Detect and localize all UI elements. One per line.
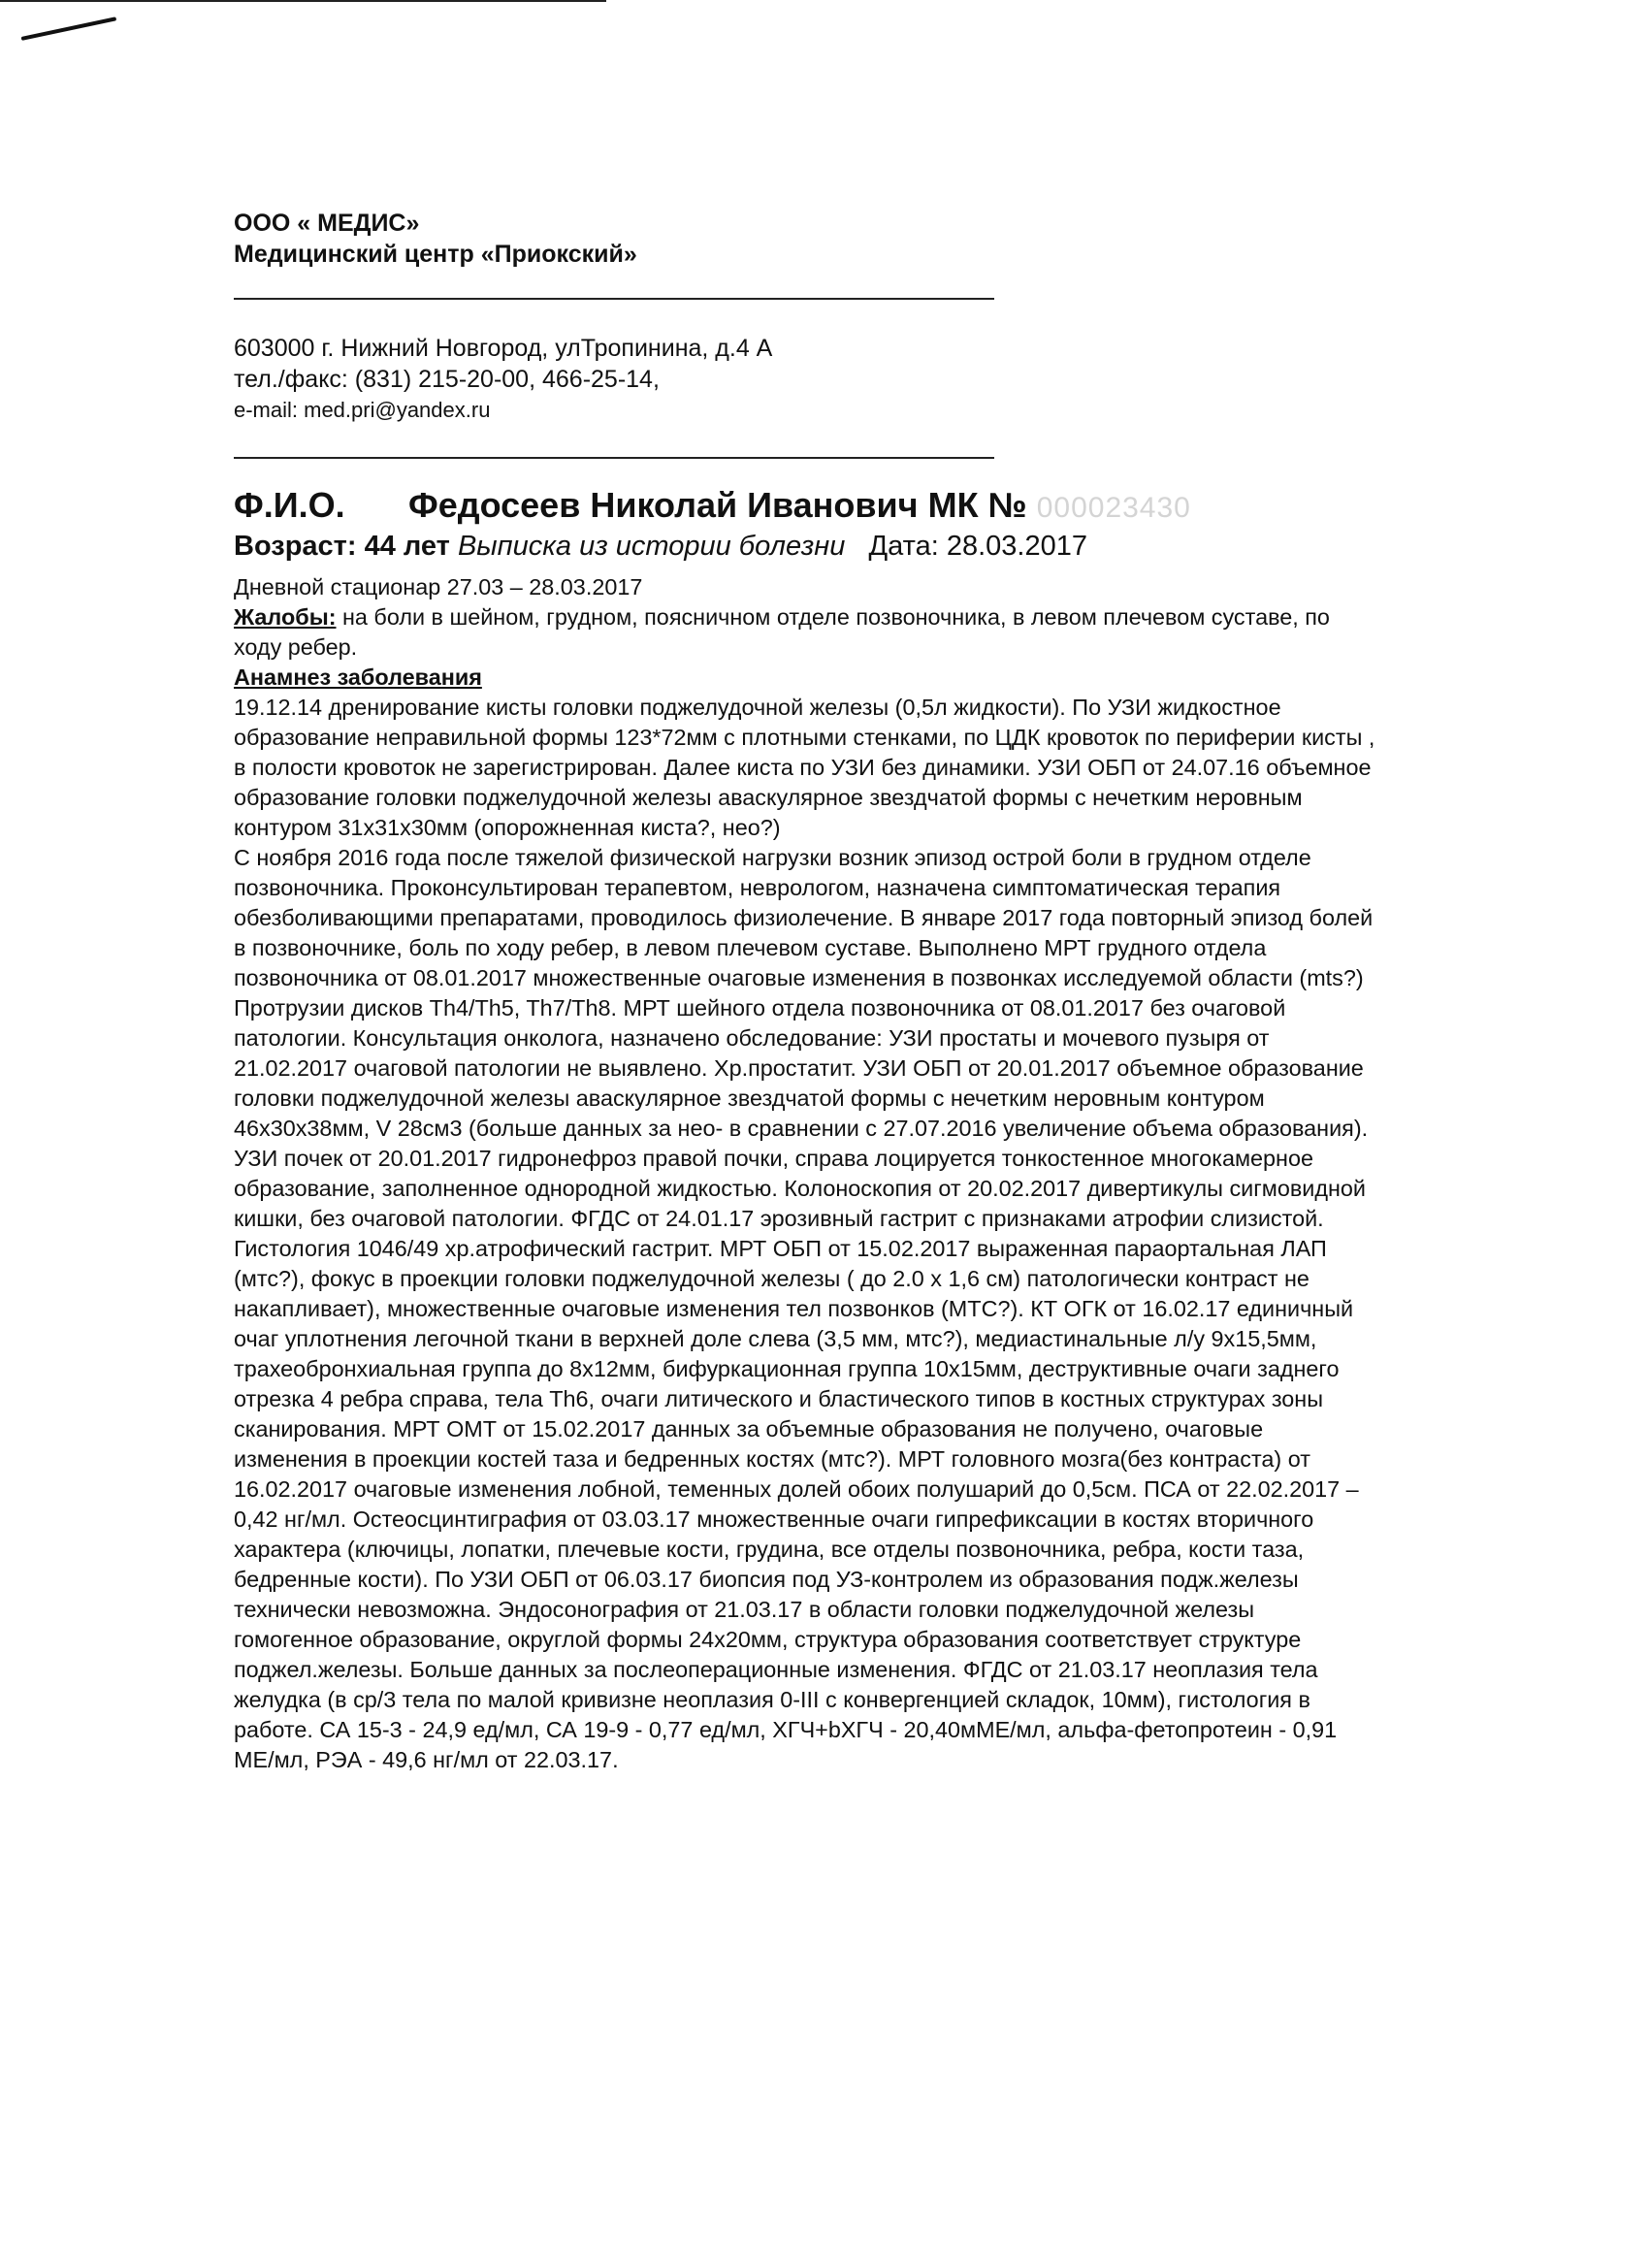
mk-number-stamp: 000023430 (1036, 492, 1191, 524)
phone-line: тел./факс: (831) 215-20-00, 466-25-14, (234, 366, 660, 393)
age-title-date-line (234, 531, 1087, 563)
age-label: Возраст: 44 лет (234, 531, 450, 562)
complaints-label: Жалобы: (234, 604, 337, 630)
fio-label: Ф.И.О. (234, 485, 345, 525)
organization-name: ООО « МЕДИС» (234, 210, 420, 237)
anamnesis-heading: Анамнез заболевания (234, 664, 482, 690)
address-line: 603000 г. Нижний Новгород, улТропинина, д.4 А (234, 335, 773, 362)
patient-heading (234, 485, 1398, 526)
patient-name: Федосеев Николай Иванович (408, 485, 919, 525)
document-body (234, 572, 1378, 1775)
organization-header (234, 208, 637, 270)
email-line: e-mail: med.pri@yandex.ru (234, 398, 491, 422)
complaints-text: на боли в шейном, грудном, поясничном отделе позвоночника, в левом плечевом суставе, по ходу ребер. (234, 604, 1330, 660)
anamnesis-paragraph-2: С ноября 2016 года после тяжелой физической нагрузки возник эпизод острой боли в грудном отделе позвоночника. Проконсультирован терапевтом, неврологом, назначена симптоматическая терапия обезболивающими препаратами, проводилось физиолечение. В январе 2017 года повторный эпизод болей в позвоночнике, боль по ходу ребер, в левом плечевом суставе. Выполнено МРТ грудного отдела позвоночника от 08.01.2017 множественные очаговые изменения в позвонках исследуемой области (mts?) Протрузии дисков Th4/Th5, Th7/Th8. МРТ шейного отдела позвоночника от 08.01.2017 без очаговой патологии. Консультация онколога, назначено обследование: УЗИ простаты и мочевого пузыря от 21.02.2017 очаговой патологии не выявлено. Хр.простатит. УЗИ ОБП от 20.01.2017 объемное образование головки поджелудочной железы аваскулярное звездчатой формы с нечетким неровным контуром 46х30х38мм, V 28см3 (больше данных за нео- в сравнении с 27.07.2016 увеличение объема образования). УЗИ почек от 20.01.2017 гидронефроз правой почки, справа лоцируется тонкостенное многокамерное образование, заполненное однородной жидкостью. Колоноскопия от 20.02.2017 дивертикулы сигмовидной кишки, без очаговой патологии. ФГДС от 24.01.17 эрозивный гастрит с признаками атрофии слизистой. Гистология 1046/49 хр.атрофический гастрит. МРТ ОБП от 15.02.2017 выраженная параортальная ЛАП (мтс?), фокус в проекции головки поджелудочной железы ( до 2.0 х 1,6 см) патологически контраст не накапливает), множественные очаговые изменения тел позвонков (МТС?). КТ ОГК от 16.02.17 единичный очаг уплотнения легочной ткани в верхней доле слева (3,5 мм, мтс?), медиастинальные л/у 9х15,5мм, трахеобронхиальная группа до 8х12мм, бифуркационная группа 10х15мм, деструктивные очаги заднего отрезка 4 ребра справа, тела Th6, очаги литического и бластического типов в костных структурах зоны сканирования. МРТ ОМТ от 15.02.2017 данных за объемные образования не получено, очаговые изменения в проекции костей таза и бедренных костях (мтс?). МРТ головного мозга(без контраста) от 16.02.2017 очаговые изменения лобной, теменных долей обоих полушарий до 0,5см. ПСА от 22.02.2017 – 0,42 нг/мл. Остеосцинтиграфия от 03.03.17 множественные очаги гипрефиксации в костях вторичного характера (ключицы, лопатки, плечевые кости, грудина, все отделы позвоночника, ребра, кости таза, бедренные кости). По УЗИ ОБП от 06.03.17 биопсия под УЗ-контролем из образования подж.железы технически невозможна. Эндосонография от 21.03.17 в области головки поджелудочной железы гомогенное образование, округлой формы 24х20мм, структура образования соответствует структуре поджел.железы. Больше данных за послеоперационные изменения. ФГДС от 21.03.17 неоплазия тела желудка (в ср/3 тела по малой кривизне неоплазия 0-III с конвергенцией складок, 10мм), гистология в работе. СА 15-3 - 24,9 ед/мл, СА 19-9 - 0,77 ед/мл, ХГЧ+bХГЧ - 20,40мМЕ/мл, альфа-фетопротеин - 0,91 МЕ/мл, РЭА - 49,6 нг/мл от 22.03.17. (234, 845, 1374, 1772)
scan-top-edge-line (0, 0, 606, 2)
document-date: Дата: 28.03.2017 (868, 531, 1087, 562)
header-divider-top (234, 298, 994, 300)
stay-period: Дневной стационар 27.03 – 28.03.2017 (234, 574, 643, 599)
document-title: Выписка из истории болезни (457, 531, 846, 562)
address-block (234, 333, 772, 426)
header-divider-bottom (234, 457, 994, 459)
complaints-paragraph (234, 602, 1378, 663)
anamnesis-paragraph-1: 19.12.14 дренирование кисты головки поджелудочной железы (0,5л жидкости). По УЗИ жидкостное образование неправильной формы 123*72мм с плотными стенками, по ЦДК кровоток по периферии кисты , в полости кровоток не зарегистрирован. Далее киста по УЗИ без динамики. УЗИ ОБП от 24.07.16 объемное образование головки поджелудочной железы аваскулярное звездчатой формы с нечетким неровным контуром 31х31х30мм (опорожненная киста?, нео?) (234, 695, 1375, 840)
mk-label: МК № (927, 485, 1027, 525)
medical-center-name: Медицинский центр «Приокский» (234, 241, 637, 268)
pen-stroke-mark (21, 16, 117, 41)
